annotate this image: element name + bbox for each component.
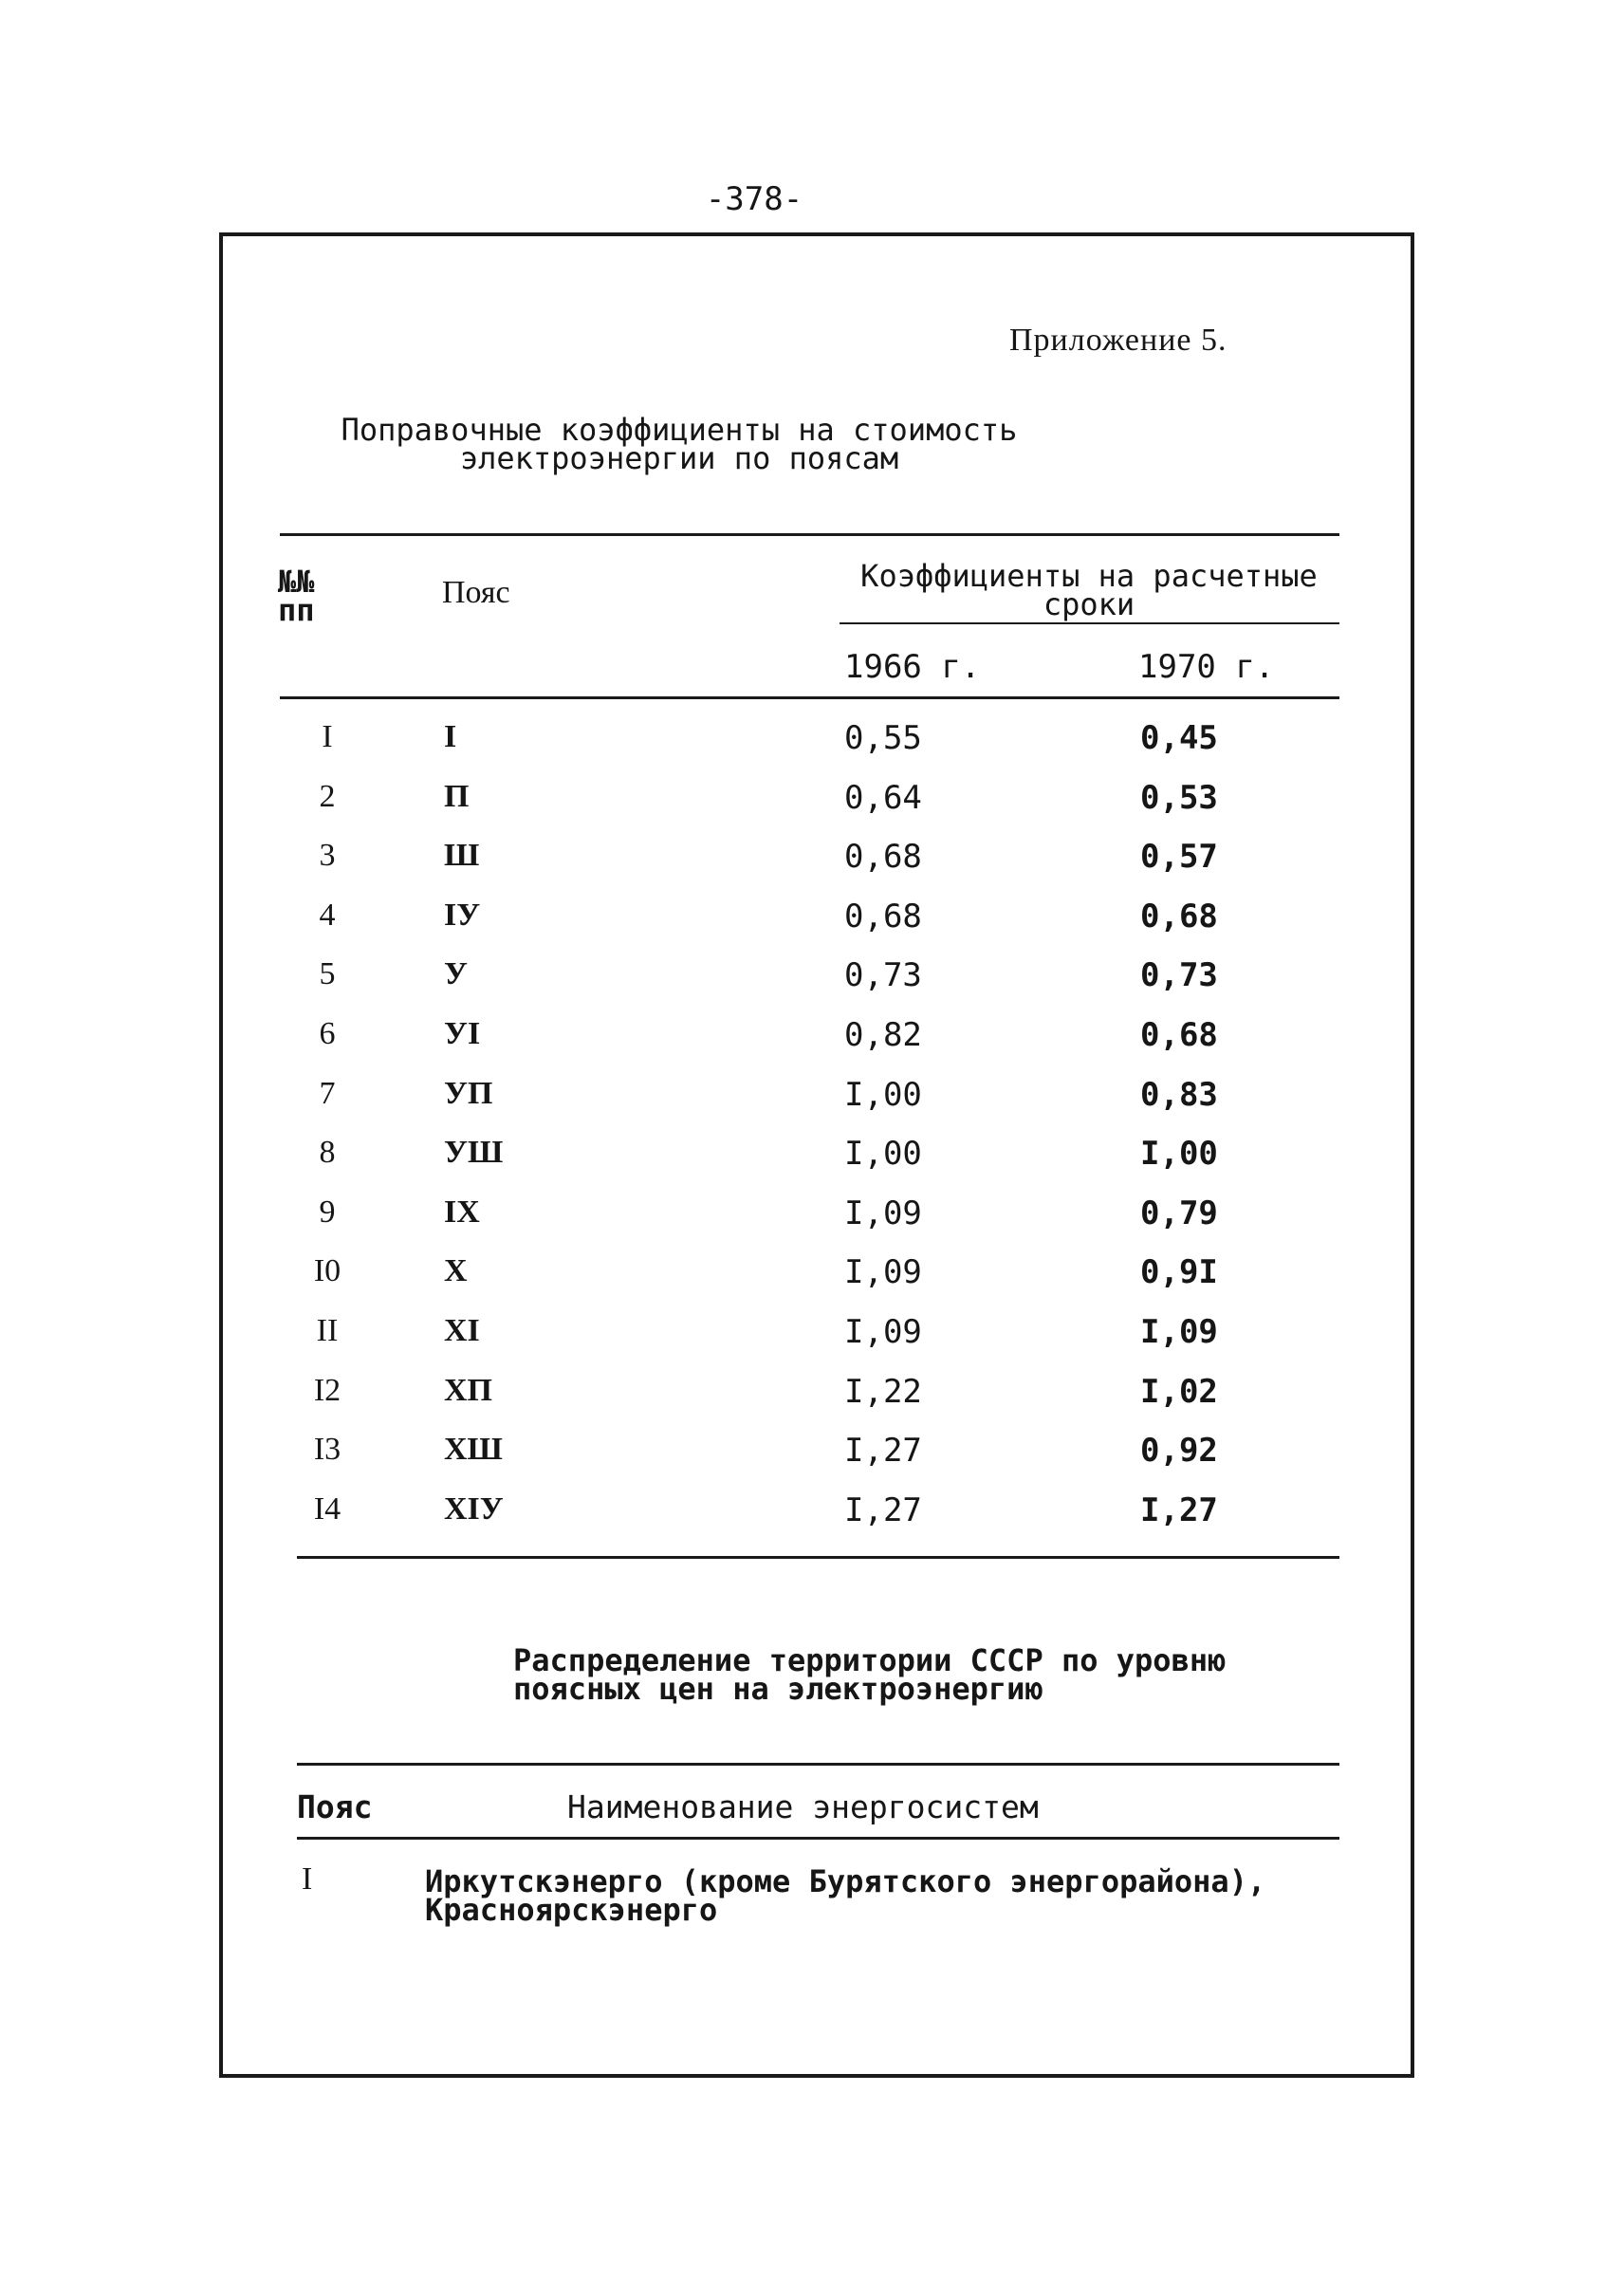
table1-header-num <box>278 564 315 628</box>
row-number: I <box>322 719 333 754</box>
row-coef-1970: 0,68 <box>1140 898 1218 935</box>
row-coef-1966: 0,82 <box>844 1016 922 1054</box>
row-zone: IУ <box>444 898 481 933</box>
row-zone: Ш <box>444 838 480 873</box>
row-number: I4 <box>313 1491 341 1527</box>
row-coef-1970: 0,57 <box>1140 838 1218 876</box>
row-coef-1970: 0,73 <box>1140 956 1218 994</box>
row-zone: XП <box>444 1373 492 1408</box>
table-row <box>0 719 1624 778</box>
table-row <box>0 1313 1624 1372</box>
row-coef-1966: I,27 <box>844 1491 922 1529</box>
table-row <box>0 1491 1624 1550</box>
row-zone: У <box>444 956 468 991</box>
table2-header-zone: Пояс <box>297 1788 373 1825</box>
table2-row-systems-line2: Красноярскэнерго <box>425 1892 718 1928</box>
row-coef-1970: I,02 <box>1140 1373 1218 1411</box>
table-row <box>0 1194 1624 1253</box>
table-row <box>0 898 1624 956</box>
row-number: 2 <box>319 779 336 814</box>
row-zone: XI <box>444 1313 480 1348</box>
row-coef-1966: I,00 <box>844 1076 922 1114</box>
table1-top-rule <box>280 533 1339 536</box>
table1-header-sub-rule <box>840 622 1339 624</box>
table2-row-zone: I <box>302 1861 313 1897</box>
table1-header-zone: Пояс <box>442 575 510 610</box>
header-num-line2: пп <box>278 592 315 628</box>
row-coef-1966: 0,68 <box>844 898 922 935</box>
row-coef-1970: I,27 <box>1140 1491 1218 1529</box>
row-coef-1970: 0,83 <box>1140 1076 1218 1114</box>
table-row <box>0 956 1624 1015</box>
row-coef-1970: I,00 <box>1140 1135 1218 1173</box>
row-coef-1966: I,00 <box>844 1135 922 1173</box>
row-coef-1966: 0,64 <box>844 779 922 817</box>
row-number: I0 <box>313 1253 341 1288</box>
row-coef-1970: 0,53 <box>1140 779 1218 817</box>
row-coef-1966: I,09 <box>844 1253 922 1291</box>
table2-header-rule <box>297 1837 1339 1840</box>
table1-title <box>0 412 1491 476</box>
row-number: I3 <box>313 1432 341 1467</box>
table1-title-line1: Поправочные коэффициенты на стоимость <box>341 412 1018 448</box>
table1-header-bottom-rule <box>280 696 1339 699</box>
row-coef-1970: 0,79 <box>1140 1194 1218 1232</box>
table1-title-line2: электроэнергии по поясам <box>459 440 899 476</box>
table-row <box>0 838 1624 897</box>
row-zone: IX <box>444 1194 480 1230</box>
table2-title <box>513 1642 1227 1707</box>
row-coef-1966: 0,55 <box>844 719 922 757</box>
row-coef-1966: 0,68 <box>844 838 922 876</box>
row-number: 5 <box>319 956 336 991</box>
row-coef-1970: 0,9I <box>1140 1253 1218 1291</box>
table2-row-systems-line1: Иркутскэнерго (кроме Бурятского энергорайона), <box>425 1863 1266 1899</box>
page-number: -378- <box>705 180 803 218</box>
table-row <box>0 1076 1624 1135</box>
row-zone: П <box>444 779 470 814</box>
row-number: II <box>316 1313 339 1348</box>
table-row <box>0 1253 1624 1312</box>
table-row <box>0 1016 1624 1075</box>
row-zone: X <box>444 1253 468 1288</box>
table1-header-year1966: 1966 г. <box>844 648 981 686</box>
row-zone: XШ <box>444 1432 503 1467</box>
row-coef-1970: I,09 <box>1140 1313 1218 1351</box>
table-row <box>0 1135 1624 1194</box>
row-number: 3 <box>319 838 336 873</box>
appendix-label: Приложение 5. <box>1009 323 1227 358</box>
table2-title-line2: поясных цен на электроэнергию <box>513 1671 1043 1707</box>
row-number: 7 <box>319 1076 336 1111</box>
row-number: 6 <box>319 1016 336 1051</box>
table2-header-systems: Наименование энергосистем <box>567 1788 1039 1825</box>
table1-header-year1970: 1970 г. <box>1138 648 1275 686</box>
table1-header-coef <box>842 558 1336 622</box>
header-num-line1: №№ <box>278 564 315 600</box>
header-coef-line1: Коэффициенты на расчетные <box>860 558 1318 594</box>
row-coef-1970: 0,92 <box>1140 1432 1218 1470</box>
row-zone: XIУ <box>444 1491 504 1527</box>
table1-bottom-rule <box>297 1556 1339 1559</box>
table-row <box>0 1432 1624 1491</box>
row-number: 4 <box>319 898 336 933</box>
row-number: 8 <box>319 1135 336 1170</box>
row-zone: I <box>444 719 457 754</box>
row-coef-1966: I,27 <box>844 1432 922 1470</box>
table-row <box>0 779 1624 838</box>
row-zone: УI <box>444 1016 481 1051</box>
row-coef-1970: 0,68 <box>1140 1016 1218 1054</box>
row-coef-1966: I,22 <box>844 1373 922 1411</box>
table-row <box>0 1373 1624 1432</box>
row-zone: УП <box>444 1076 493 1111</box>
row-number: I2 <box>313 1373 341 1408</box>
table2-row-systems <box>425 1863 1266 1928</box>
row-number: 9 <box>319 1194 336 1230</box>
row-coef-1970: 0,45 <box>1140 719 1218 757</box>
row-zone: УШ <box>444 1135 504 1170</box>
row-coef-1966: I,09 <box>844 1313 922 1351</box>
table2-title-line1: Распределение территории СССР по уровню <box>513 1642 1227 1678</box>
row-coef-1966: I,09 <box>844 1194 922 1232</box>
row-coef-1966: 0,73 <box>844 956 922 994</box>
table2-top-rule <box>297 1763 1339 1766</box>
header-coef-line2: сроки <box>1043 586 1135 622</box>
